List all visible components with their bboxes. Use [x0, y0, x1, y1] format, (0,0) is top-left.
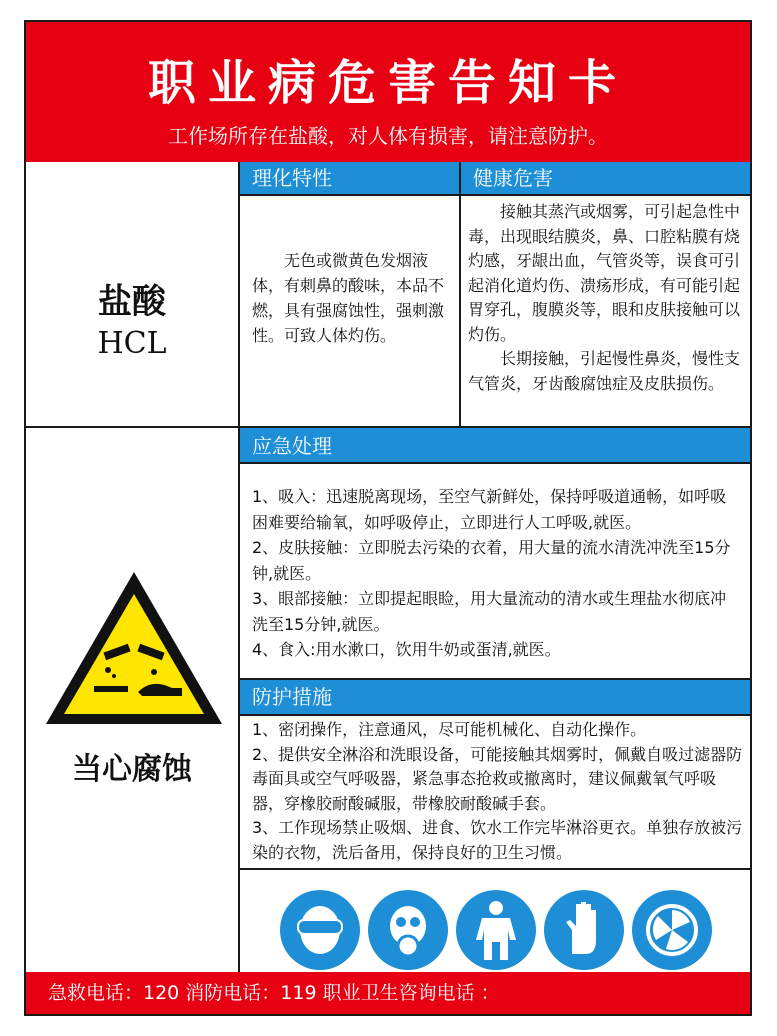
health-paragraph-1: 接触其蒸汽或烟雾，可引起急性中毒，出现眼结膜炎，鼻、口腔粘膜有烧灼感，牙龈出血，气管炎等，误食可引起消化道灼伤、溃疡形成，有可能引起胃穿孔，腹膜炎等，眼和皮肤接触可以灼伤。: [468, 202, 741, 344]
health-paragraph-2: 长期接触，引起慢性鼻炎，慢性支气管炎，牙齿酸腐蚀症及皮肤损伤。: [468, 349, 741, 393]
properties-heading: 理化特性: [240, 162, 459, 196]
left-column-divider: [238, 162, 240, 974]
warning-label: 当心腐蚀: [72, 752, 192, 787]
protection-item-1: 1、密闭操作，注意通风，尽可能机械化、自动化操作。: [252, 720, 647, 739]
substance-name: 盐酸: [98, 282, 166, 322]
properties-paragraph: 无色或微黄色发烟液体，有刺鼻的酸味，本品不燃，具有强腐蚀性，强刺激性。可致人体灼伤。: [252, 251, 445, 345]
protective-suit-icon: [456, 890, 536, 970]
card-title: 职业病危害告知卡: [147, 55, 628, 111]
goggles-icon: [280, 890, 360, 970]
middle-column-divider: [459, 162, 461, 428]
health-text: [468, 200, 744, 396]
emergency-item-2: 2、皮肤接触：立即脱去污染的衣着，用大量的流水清洗冲洗至15分钟,就医。: [252, 538, 731, 583]
emergency-item-1: 1、吸入：迅速脱离现场，至空气新鲜处，保持呼吸道通畅，如呼吸困难要给输氧，如呼吸停止，立即进行人工呼吸,就医。: [252, 487, 727, 532]
hazard-notice-card: [24, 20, 752, 1016]
health-heading: 健康危害: [461, 162, 750, 196]
protection-item-3: 3、工作现场禁止吸烟、进食、饮水工作完毕淋浴更衣。单独存放被污染的衣物，洗后备用，保持良好的卫生习惯。: [252, 818, 743, 862]
header-banner: [26, 22, 750, 162]
gloves-icon: [544, 890, 624, 970]
substance-formula: HCL: [97, 326, 167, 361]
protection-item-2: 2、提供安全淋浴和洗眼设备，可能接触其烟雾时，佩戴自吸过滤器防毒面具或空气呼吸器，紧急事态抢救或撤离时，建议佩戴氧气呼吸器，穿橡胶耐酸碱服，带橡胶耐酸碱手套。: [252, 744, 743, 813]
emergency-text: [252, 484, 742, 663]
properties-text: [252, 248, 452, 348]
corrosion-warning-icon: [42, 568, 226, 728]
emergency-heading: 应急处理: [240, 428, 750, 464]
gas-mask-icon: [368, 890, 448, 970]
protection-heading: 防护措施: [240, 678, 750, 716]
emergency-item-3: 3、眼部接触：立即提起眼睑，用大量流动的清水或生理盐水彻底冲洗至15分钟,就医。: [252, 589, 727, 634]
emergency-item-4: 4、食入:用水漱口，饮用牛奶或蛋清,就医。: [252, 640, 561, 659]
row-divider-2: [238, 868, 750, 870]
card-subtitle: 工作场所存在盐酸，对人体有损害，请注意防护。: [168, 124, 608, 148]
protection-text: [252, 718, 744, 865]
ventilation-fan-icon: [632, 890, 712, 970]
footer-contact: 急救电话：120 消防电话：119 职业卫生咨询电话 ：: [26, 972, 750, 1014]
